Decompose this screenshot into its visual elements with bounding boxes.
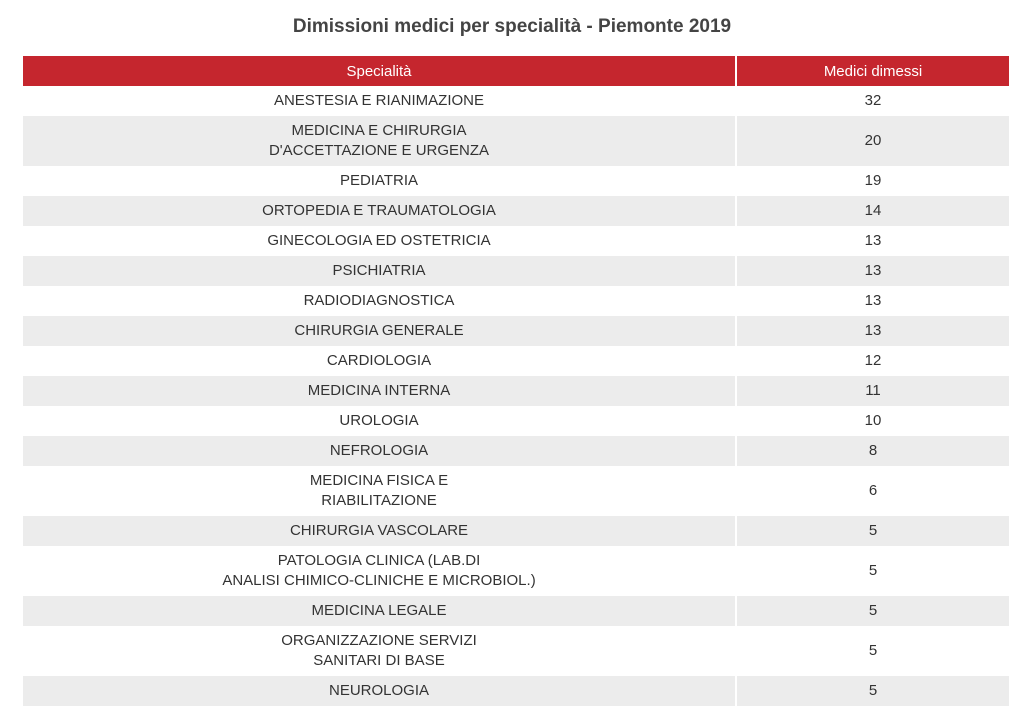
medici-dimessi-cell: 13 (864, 292, 882, 309)
medici-dimessi-cell: 14 (736, 196, 1009, 226)
table-header (23, 56, 1009, 86)
medici-dimessi-cell: 8 (736, 436, 1009, 466)
header-row (23, 56, 1009, 86)
specialita-line: D'ACCETTAZIONE E URGENZA (268, 142, 490, 159)
specialita-line: SANITARI DI BASE (313, 652, 445, 669)
data-table (23, 56, 1009, 706)
specialita-cell (23, 166, 736, 196)
medici-dimessi-cell: 5 (736, 596, 1009, 626)
table-row (23, 406, 1009, 436)
specialita-line: PSICHIATRIA (332, 262, 426, 279)
specialita-line: MEDICINA LEGALE (311, 602, 447, 619)
specialita-cell (23, 286, 736, 316)
medici-dimessi-cell: 5 (868, 562, 878, 579)
specialita-line: ORGANIZZAZIONE SERVIZI (281, 632, 477, 649)
specialita-line: NEFROLOGIA (329, 442, 429, 459)
medici-dimessi-cell: 32 (864, 92, 882, 109)
medici-dimessi-cell: 5 (868, 642, 878, 659)
specialita-cell (23, 86, 736, 116)
medici-dimessi-cell: 6 (868, 482, 878, 499)
table-row (23, 516, 1009, 546)
specialita-cell (23, 406, 736, 436)
specialita-line: ANESTESIA E RIANIMAZIONE (273, 92, 485, 109)
specialita-cell (23, 116, 736, 166)
specialita-cell (23, 196, 736, 226)
medici-dimessi-cell: 13 (864, 232, 882, 249)
specialita-line: RADIODIAGNOSTICA (303, 292, 455, 309)
medici-dimessi-cell: 20 (736, 116, 1009, 166)
table-body (23, 86, 1009, 706)
chart-title: Dimissioni medici per specialità - Piemonte 2019 (292, 16, 732, 37)
specialita-cell (23, 436, 736, 466)
medici-dimessi-cell: 5 (736, 516, 1009, 546)
specialita-line: RIABILITAZIONE (321, 492, 437, 509)
specialita-line: MEDICINA INTERNA (307, 382, 451, 399)
specialita-cell (23, 676, 736, 706)
medici-dimessi-cell: 5 (736, 676, 1009, 706)
table-row (23, 466, 1009, 516)
specialita-line: PEDIATRIA (339, 172, 419, 189)
specialita-cell (23, 256, 736, 286)
table-row (23, 196, 1009, 226)
table-row (23, 256, 1009, 286)
specialita-cell (23, 596, 736, 626)
specialita-line: CARDIOLOGIA (326, 352, 432, 369)
table-row (23, 86, 1009, 116)
specialita-cell (23, 346, 736, 376)
table-row (23, 226, 1009, 256)
medici-dimessi-cell: 13 (736, 256, 1009, 286)
column-header-specialita: Specialità (23, 56, 736, 86)
table-row (23, 116, 1009, 166)
specialita-line: UROLOGIA (339, 412, 419, 429)
table-row (23, 166, 1009, 196)
table-row (23, 596, 1009, 626)
table-row (23, 626, 1009, 676)
specialita-cell (23, 626, 736, 676)
specialita-cell (23, 466, 736, 516)
table-row (23, 436, 1009, 466)
specialita-line: GINECOLOGIA ED OSTETRICIA (267, 232, 491, 249)
medici-dimessi-cell: 12 (864, 352, 882, 369)
column-header-medici-dimessi: Medici dimessi (736, 56, 1009, 86)
specialita-cell (23, 516, 736, 546)
specialita-line: MEDICINA E CHIRURGIA (291, 122, 467, 139)
table-row (23, 376, 1009, 406)
table-row (23, 316, 1009, 346)
medici-dimessi-cell: 19 (864, 172, 882, 189)
specialita-line: PATOLOGIA CLINICA (LAB.DI (277, 552, 481, 569)
medici-dimessi-cell: 13 (736, 316, 1009, 346)
table-row (23, 546, 1009, 596)
specialita-cell (23, 376, 736, 406)
specialita-line: ANALISI CHIMICO-CLINICHE E MICROBIOL.) (222, 572, 536, 589)
table-row (23, 286, 1009, 316)
specialita-line: NEUROLOGIA (328, 682, 430, 699)
table-row (23, 346, 1009, 376)
specialita-cell (23, 316, 736, 346)
specialita-line: ORTOPEDIA E TRAUMATOLOGIA (262, 202, 496, 219)
table-row (23, 676, 1009, 706)
data-table-container (23, 56, 1009, 706)
specialita-line: CHIRURGIA VASCOLARE (289, 522, 469, 539)
medici-dimessi-cell: 11 (736, 376, 1009, 406)
medici-dimessi-cell: 10 (864, 412, 882, 429)
specialita-line: MEDICINA FISICA E (309, 472, 449, 489)
specialita-cell (23, 546, 736, 596)
specialita-cell (23, 226, 736, 256)
specialita-line: CHIRURGIA GENERALE (294, 322, 464, 339)
